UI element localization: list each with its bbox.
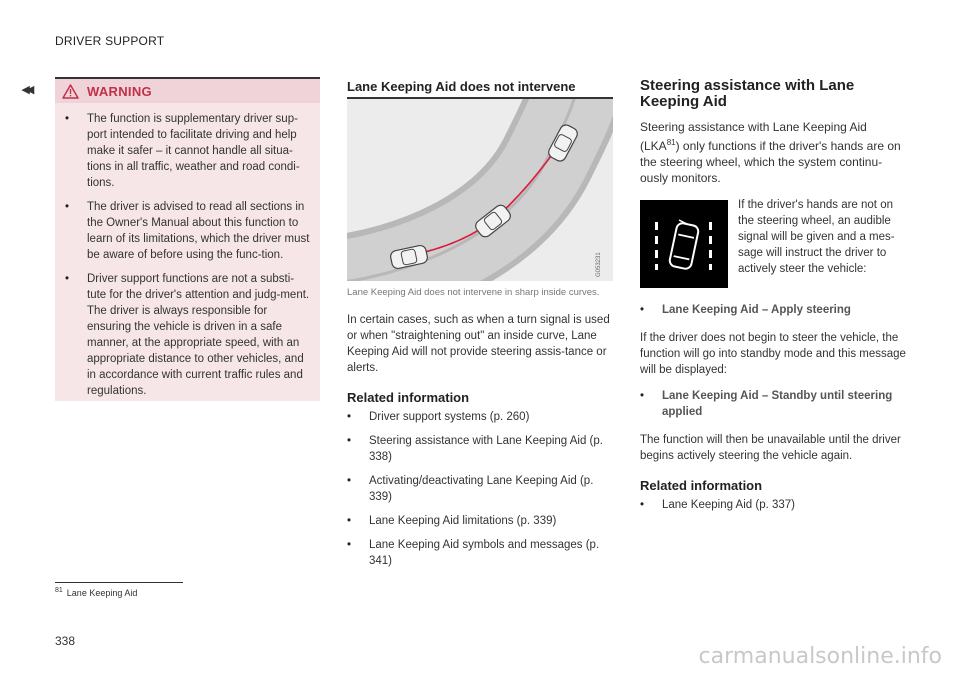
footnote [55,587,137,598]
column-lka-not-intervene [347,78,613,577]
related-info-list [347,409,613,569]
message-apply-steering: • Lane Keeping Aid – Apply steering [662,302,908,318]
related-info-title: Related information [347,390,470,405]
standby-text: If the driver does not begin to steer the vehicle, the function will go into standby mode and this message will be displayed: [640,332,906,376]
watermark: carmanualsonline.info [698,644,942,669]
curve-illustration [347,97,613,281]
warning-item: • The function is supplementary driver sup-port intended to facilitate driving and help make it safer – it cannot handle all situa-tions in all traffic, weather and road condi-tions. [75,111,310,191]
warning-item: • The driver is advised to read all sections in the Owner's Manual about this function to learn of its limitations, which the driver must be aware of before using the func-tion. [75,199,310,263]
related-info-list [640,497,908,513]
footnote-text: Lane Keeping Aid [66,588,138,598]
page-number: 338 [55,634,76,648]
footnote-ref[interactable]: 81 [666,138,676,147]
steering-intro [640,119,908,186]
standby-message [640,388,908,420]
related-link[interactable]: • Activating/deactivating Lane Keeping Aid (p. 339) [369,473,613,505]
apply-steering-message [640,302,908,318]
figure-caption: Lane Keeping Aid does not intervene in sharp inside curves. [347,287,600,298]
unavailable-text: The function will then be unavailable until the driver begins actively steering the vehicle again. [640,434,901,462]
related-link[interactable]: • Lane Keeping Aid (p. 337) [662,497,908,513]
related-info-title: Related information [640,478,763,493]
lane-keeping-hands-icon [640,200,728,288]
section-header: DRIVER SUPPORT [55,34,165,48]
warning-item: • Driver support functions are not a substi-tute for the driver's attention and judg-ment. The driver is always responsible for ensuring the vehicle is driven in a safe manner, at the appropriate speed, with an appropriate distance to other vehicles, and in accordance with current traffic rules and regulations. [75,271,310,399]
warning-title: WARNING [87,83,152,99]
warning-list [55,103,320,399]
not-intervene-text: In certain cases, such as when a turn signal is used or when "straightening out" an inside curve, Lane Keeping Aid will not provide steering assis-tance or alerts. [347,314,610,374]
footnote-divider [55,582,183,583]
related-link[interactable]: • Driver support systems (p. 260) [369,409,613,425]
message-standby: • Lane Keeping Aid – Standby until steering applied [662,388,908,420]
section-heading-not-intervene: Lane Keeping Aid does not intervene [347,79,576,94]
column-steering-assistance [640,78,908,521]
warning-header [55,79,320,103]
warning-triangle-icon [62,84,79,99]
warning-box [55,77,320,401]
hands-off-row [640,200,908,288]
back-arrows-icon[interactable]: ◂◂ [22,81,32,98]
section-heading-steering: Steering assistance with Lane Keeping Aid [640,77,855,110]
related-link[interactable]: • Lane Keeping Aid symbols and messages (p. 341) [369,537,613,569]
related-link[interactable]: • Lane Keeping Aid limitations (p. 339) [369,513,613,529]
hands-off-text: If the driver's hands are not on the steering wheel, an audible signal will be given and a mes-sage will instruct the driver to actively steer the vehicle: [738,199,895,275]
figure-code: G053231 [596,252,602,277]
road-curve-image [347,99,613,281]
steering-intro-part-2: ) only functions if the driver's hands are on the steering wheel, which the system continu-ously monitors. [640,139,901,185]
related-link[interactable]: • Steering assistance with Lane Keeping Aid (p. 338) [369,433,613,465]
steering-intro-part-1: Steering assistance with Lane Keeping Aid (LKA [640,120,867,153]
footnote-number: 81 [55,587,63,594]
